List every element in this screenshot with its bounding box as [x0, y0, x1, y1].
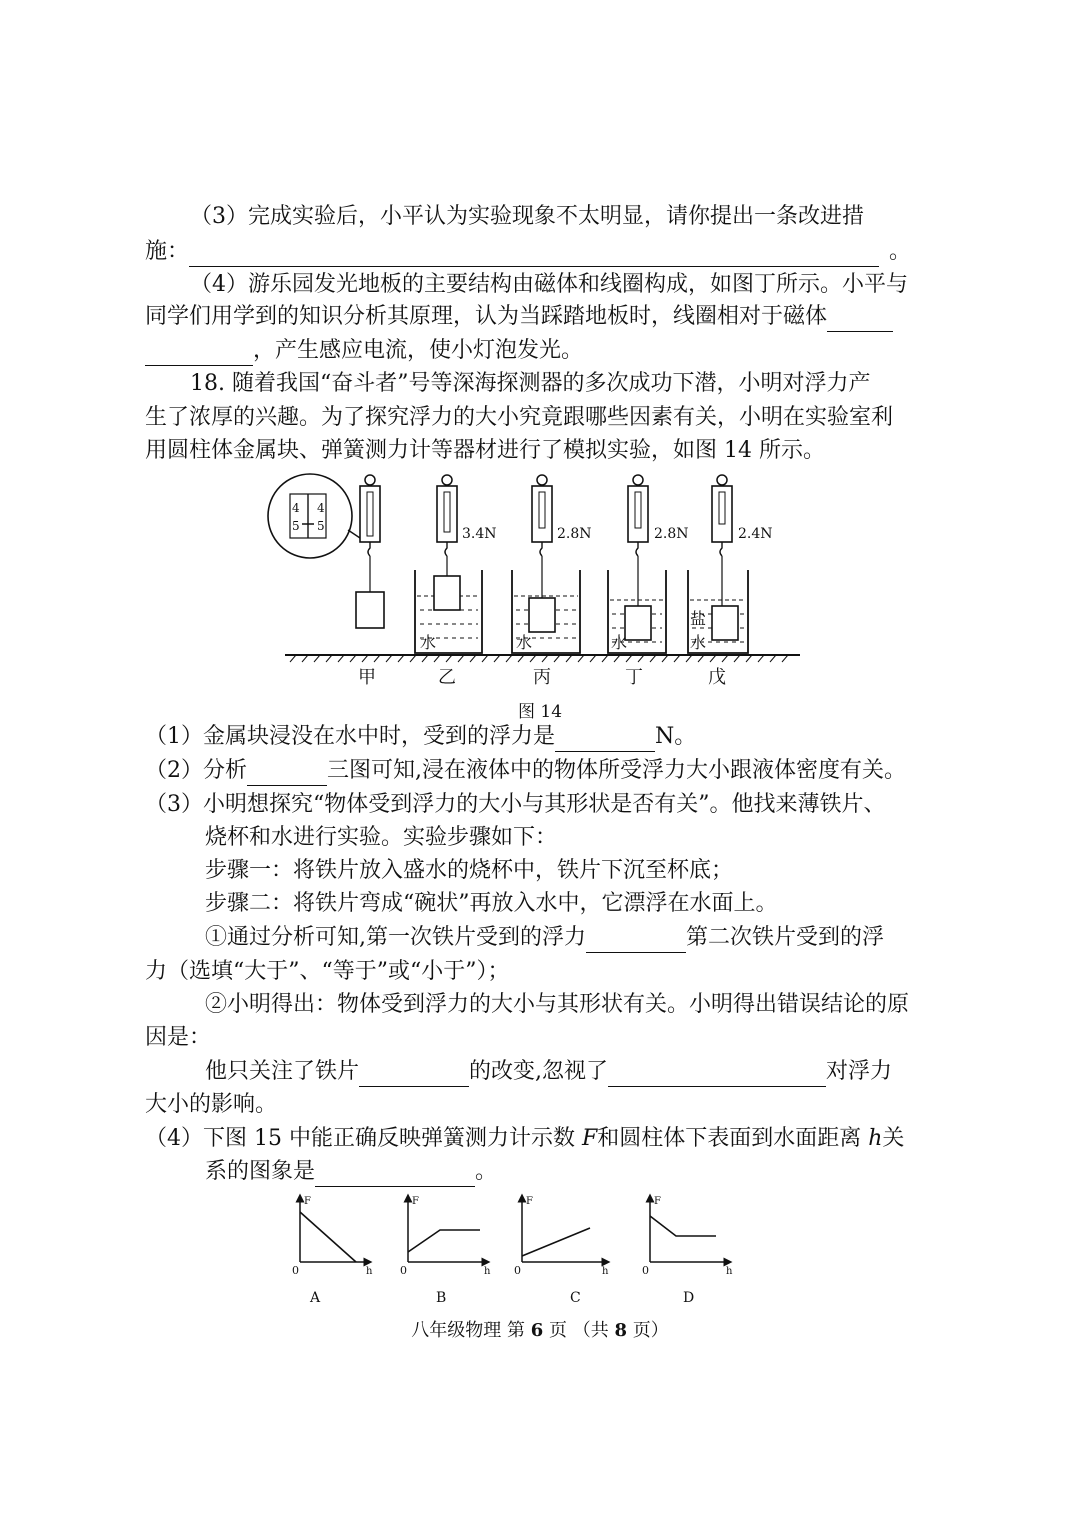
fig14-label-jia: 甲	[358, 667, 376, 688]
q2-text: （2）分析	[145, 758, 247, 783]
graph-c-axis-x: h	[602, 1266, 609, 1277]
q3-sub2-line1: ②小明得出：物体受到浮力的大小与其形状有关。小明得出错误结论的原	[205, 992, 910, 1017]
q18-line2: 生了浓厚的兴趣。为了探究浮力的大小究竟跟哪些因素有关，小明在实验室利	[145, 405, 894, 430]
q3-step1: 步骤一：将铁片放入盛水的烧杯中，铁片下沉至杯底；	[205, 858, 734, 883]
fig14-label-yi: 乙	[438, 667, 456, 688]
part4-line2	[145, 302, 945, 332]
part4-line3	[145, 336, 945, 366]
figure-14	[260, 468, 820, 693]
part3-line1: （3）完成实验后，小平认为实验现象不太明显，请你提出一条改进措	[190, 204, 864, 229]
graph-b-axis-y: F	[412, 1196, 419, 1207]
answer-blank[interactable]	[189, 242, 879, 267]
zoom-tick-label: 5	[292, 519, 300, 533]
q1-text: （1）金属块浸没在水中时，受到的浮力是	[145, 724, 555, 749]
q18-line3: 用圆柱体金属块、弹簧测力计等器材进行了模拟实验，如图 14 所示。	[145, 438, 825, 463]
spring-scale-ding	[608, 475, 689, 653]
graph-c	[514, 1196, 609, 1306]
figure-14-caption: 图 14	[518, 702, 563, 722]
q3-sub1-line2: 力（选填“大于”、“等于”或“小于”）；	[145, 959, 510, 984]
reading-yi: 3.4N	[462, 526, 497, 542]
answer-blank[interactable]	[555, 727, 655, 752]
spring-scale-wu	[688, 475, 773, 653]
figure-15	[280, 1190, 750, 1310]
answer-blank[interactable]	[247, 761, 327, 786]
q1-line	[145, 722, 945, 752]
q3-sub2-text-c: 对浮力	[826, 1059, 893, 1084]
spring-scale-yi	[415, 475, 497, 653]
q18-line1: 18. 随着我国“奋斗者”号等深海探测器的多次成功下潜，小明对浮力产	[190, 371, 871, 396]
answer-blank[interactable]	[315, 1162, 475, 1187]
q3-sub1-text: ①通过分析可知,第一次铁片受到的浮力	[205, 925, 586, 950]
graph-c-axis-y: F	[526, 1196, 533, 1207]
graph-b	[400, 1196, 491, 1306]
liquid-label-wu-char1: 盐	[690, 609, 707, 628]
graph-a-axis-x: h	[366, 1266, 373, 1277]
answer-blank[interactable]	[608, 1062, 826, 1087]
reading-ding: 2.8N	[654, 526, 689, 542]
q3-sub1	[205, 923, 1005, 953]
fig14-label-wu: 戊	[708, 667, 726, 688]
q4-line2-suffix: 。	[475, 1159, 498, 1184]
q4-text-b: 和圆柱体下表面到水面距离	[597, 1126, 869, 1151]
footer-text-c: 页）	[626, 1320, 669, 1341]
fig14-label-ding: 丁	[625, 667, 643, 688]
part4-line1: （4）游乐园发光地板的主要结构由磁体和线圈构成，如图丁所示。小平与	[190, 272, 908, 297]
q3-step2: 步骤二：将铁片弯成“碗状”再放入水中，它漂浮在水面上。	[205, 891, 778, 916]
graph-d-origin: 0	[642, 1264, 649, 1277]
footer-total-pages: 8	[614, 1320, 627, 1341]
q3-sub1-suffix: 第二次铁片受到的浮	[686, 925, 885, 950]
q1-suffix: N。	[655, 724, 697, 749]
q4-text-a: （4）下图 15 中能正确反映弹簧测力计示数	[145, 1126, 582, 1151]
graph-d-axis-x: h	[726, 1266, 733, 1277]
q3-line1: （3）小明想探究“物体受到浮力的大小与其形状是否有关”。他找来薄铁片、	[145, 792, 886, 817]
graph-a-axis-y: F	[304, 1196, 311, 1207]
var-h: h	[868, 1126, 883, 1151]
liquid-label-ding: 水	[611, 633, 628, 652]
q3-sub2-text-a: 他只关注了铁片	[205, 1059, 360, 1084]
graph-a-origin: 0	[292, 1264, 299, 1277]
zoom-tick-label: 5	[317, 519, 325, 533]
q2-suffix: 三图可知,浸在液体中的物体所受浮力大小跟液体密度有关。	[327, 758, 906, 783]
footer-text-b: 页 （共	[543, 1320, 615, 1341]
q4-line2-text: 系的图象是	[205, 1159, 316, 1184]
zoom-tick-label: 4	[292, 501, 300, 515]
reading-bing: 2.8N	[557, 526, 592, 542]
part4-line3-text: ，产生感应电流，使小灯泡发光。	[253, 338, 584, 363]
liquid-label-bing: 水	[516, 633, 533, 652]
ground-hatch	[290, 655, 788, 662]
footer-page-number: 6	[530, 1320, 544, 1341]
zoom-tick-label: 4	[317, 501, 325, 515]
liquid-label-yi: 水	[420, 633, 437, 652]
q3-sub2-line4: 大小的影响。	[145, 1092, 278, 1117]
footer-text-a: 八年级物理 第	[411, 1320, 531, 1341]
q3-sub2-text-b: 的改变,忽视了	[469, 1059, 609, 1084]
graph-b-origin: 0	[400, 1264, 407, 1277]
graph-d	[642, 1196, 733, 1306]
answer-blank[interactable]	[359, 1062, 469, 1087]
answer-blank[interactable]	[145, 341, 253, 366]
q4-line2	[205, 1157, 1005, 1187]
fig14-label-bing: 丙	[533, 667, 551, 688]
spring-scale-jia	[356, 475, 384, 628]
part3-prefix: 施：	[145, 239, 190, 264]
graph-c-origin: 0	[514, 1264, 521, 1277]
part3-line2	[145, 237, 945, 267]
spring-scale-bing	[512, 475, 592, 653]
q3-sub2-line2: 因是：	[145, 1025, 212, 1050]
answer-blank[interactable]	[586, 928, 686, 953]
page-footer	[0, 1316, 1080, 1342]
graph-b-option-label: B	[436, 1290, 447, 1306]
liquid-label-wu-char2: 水	[690, 633, 707, 652]
graph-a-option-label: A	[310, 1290, 321, 1306]
part4-line2-text: 同学们用学到的知识分析其原理，认为当踩踏地板时，线圈相对于磁体	[145, 304, 828, 329]
graph-b-axis-x: h	[484, 1266, 491, 1277]
graph-d-axis-y: F	[654, 1196, 661, 1207]
graph-d-option-label: D	[683, 1290, 695, 1306]
q4-text-c: 关	[882, 1126, 905, 1151]
q2-line	[145, 756, 945, 786]
q3-line2: 烧杯和水进行实验。实验步骤如下：	[205, 825, 558, 850]
q3-sub2-line3	[205, 1057, 1005, 1087]
answer-blank[interactable]	[827, 307, 893, 332]
part3-suffix: 。	[889, 239, 912, 264]
zoom-bubble	[268, 474, 360, 558]
var-F: F	[581, 1126, 598, 1151]
graph-c-option-label: C	[570, 1290, 581, 1306]
q4-line1	[145, 1124, 945, 1154]
graph-a	[292, 1196, 373, 1306]
reading-wu: 2.4N	[738, 526, 773, 542]
